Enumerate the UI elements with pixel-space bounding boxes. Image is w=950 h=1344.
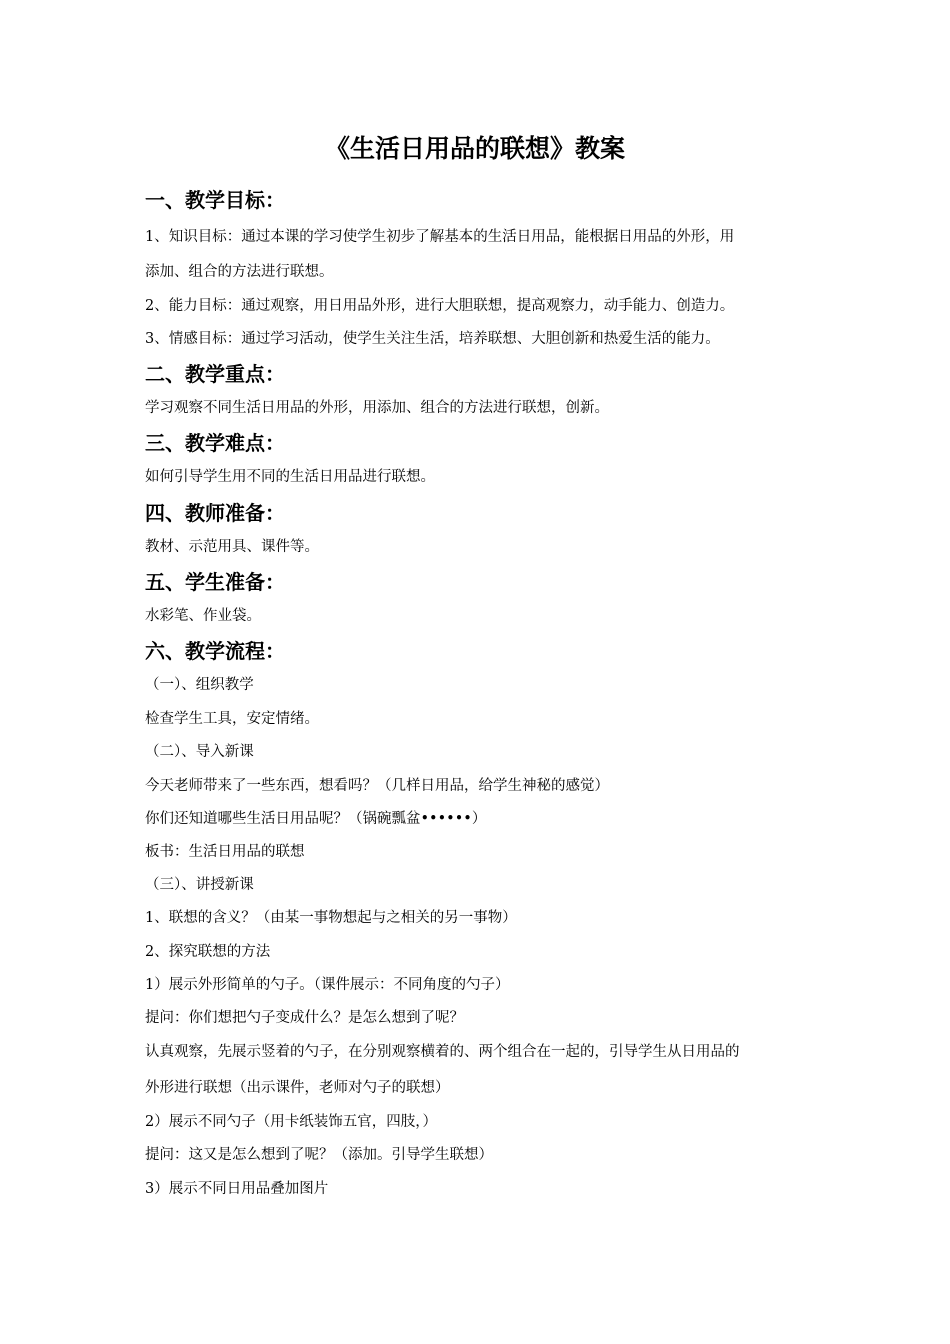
flow-line-2: 检查学生工具，安定情绪。 <box>145 711 319 727</box>
goal-line-1: 1、知识目标：通过本课的学习使学生初步了解基本的生活日用品，能根据日用品的外形，用 <box>145 229 735 245</box>
flow-line-6: 板书：生活日用品的联想 <box>145 844 305 860</box>
flow-line-3: （二）、导入新课 <box>145 744 254 760</box>
key-point-text: 学习观察不同生活日用品的外形，用添加、组合的方法进行联想，创新。 <box>145 400 609 416</box>
student-prep-text: 水彩笔、作业袋。 <box>145 608 261 624</box>
section-heading-goals: 一、教学目标： <box>145 188 285 212</box>
flow-line-5: 你们还知道哪些生活日用品呢？（锅碗瓢盆••••••） <box>145 811 487 827</box>
section-heading-student-prep: 五、学生准备： <box>145 570 285 594</box>
goal-line-4: 3、情感目标：通过学习活动，使学生关注生活，培养联想、大胆创新和热爱生活的能力。 <box>145 331 720 347</box>
flow-line-10: 1）展示外形简单的勺子。（课件展示：不同角度的勺子） <box>145 977 510 993</box>
flow-line-9: 2、探究联想的方法 <box>145 944 271 960</box>
flow-line-16: 3）展示不同日用品叠加图片 <box>145 1181 329 1197</box>
section-heading-flow: 六、教学流程： <box>145 639 285 663</box>
flow-line-4: 今天老师带来了一些东西，想看吗？（几样日用品，给学生神秘的感觉） <box>145 778 609 794</box>
flow-line-12: 认真观察，先展示竖着的勺子，在分别观察横着的、两个组合在一起的，引导学生从日用品的 <box>145 1044 740 1060</box>
goal-line-3: 2、能力目标：通过观察，用日用品外形，进行大胆联想，提高观察力，动手能力、创造力。 <box>145 298 735 314</box>
flow-line-15: 提问：这又是怎么想到了呢？（添加。引导学生联想） <box>145 1147 493 1163</box>
difficulty-text: 如何引导学生用不同的生活日用品进行联想。 <box>145 469 435 485</box>
section-heading-teacher-prep: 四、教师准备： <box>145 501 285 525</box>
flow-line-1: （一）、组织教学 <box>145 677 254 693</box>
goal-line-2: 添加、组合的方法进行联想。 <box>145 264 334 280</box>
flow-line-11: 提问：你们想把勺子变成什么？是怎么想到了呢？ <box>145 1010 464 1026</box>
flow-line-7: （三）、讲授新课 <box>145 877 254 893</box>
teacher-prep-text: 教材、示范用具、课件等。 <box>145 539 319 555</box>
document-title: 《生活日用品的联想》教案 <box>324 134 625 163</box>
section-heading-key-point: 二、教学重点： <box>145 362 285 386</box>
flow-line-8: 1、联想的含义？（由某一事物想起与之相关的另一事物） <box>145 910 517 926</box>
flow-line-14: 2）展示不同勺子（用卡纸装饰五官，四肢，） <box>145 1114 437 1130</box>
flow-line-13: 外形进行联想（出示课件，老师对勺子的联想） <box>145 1080 450 1096</box>
section-heading-difficulty: 三、教学难点： <box>145 431 285 455</box>
